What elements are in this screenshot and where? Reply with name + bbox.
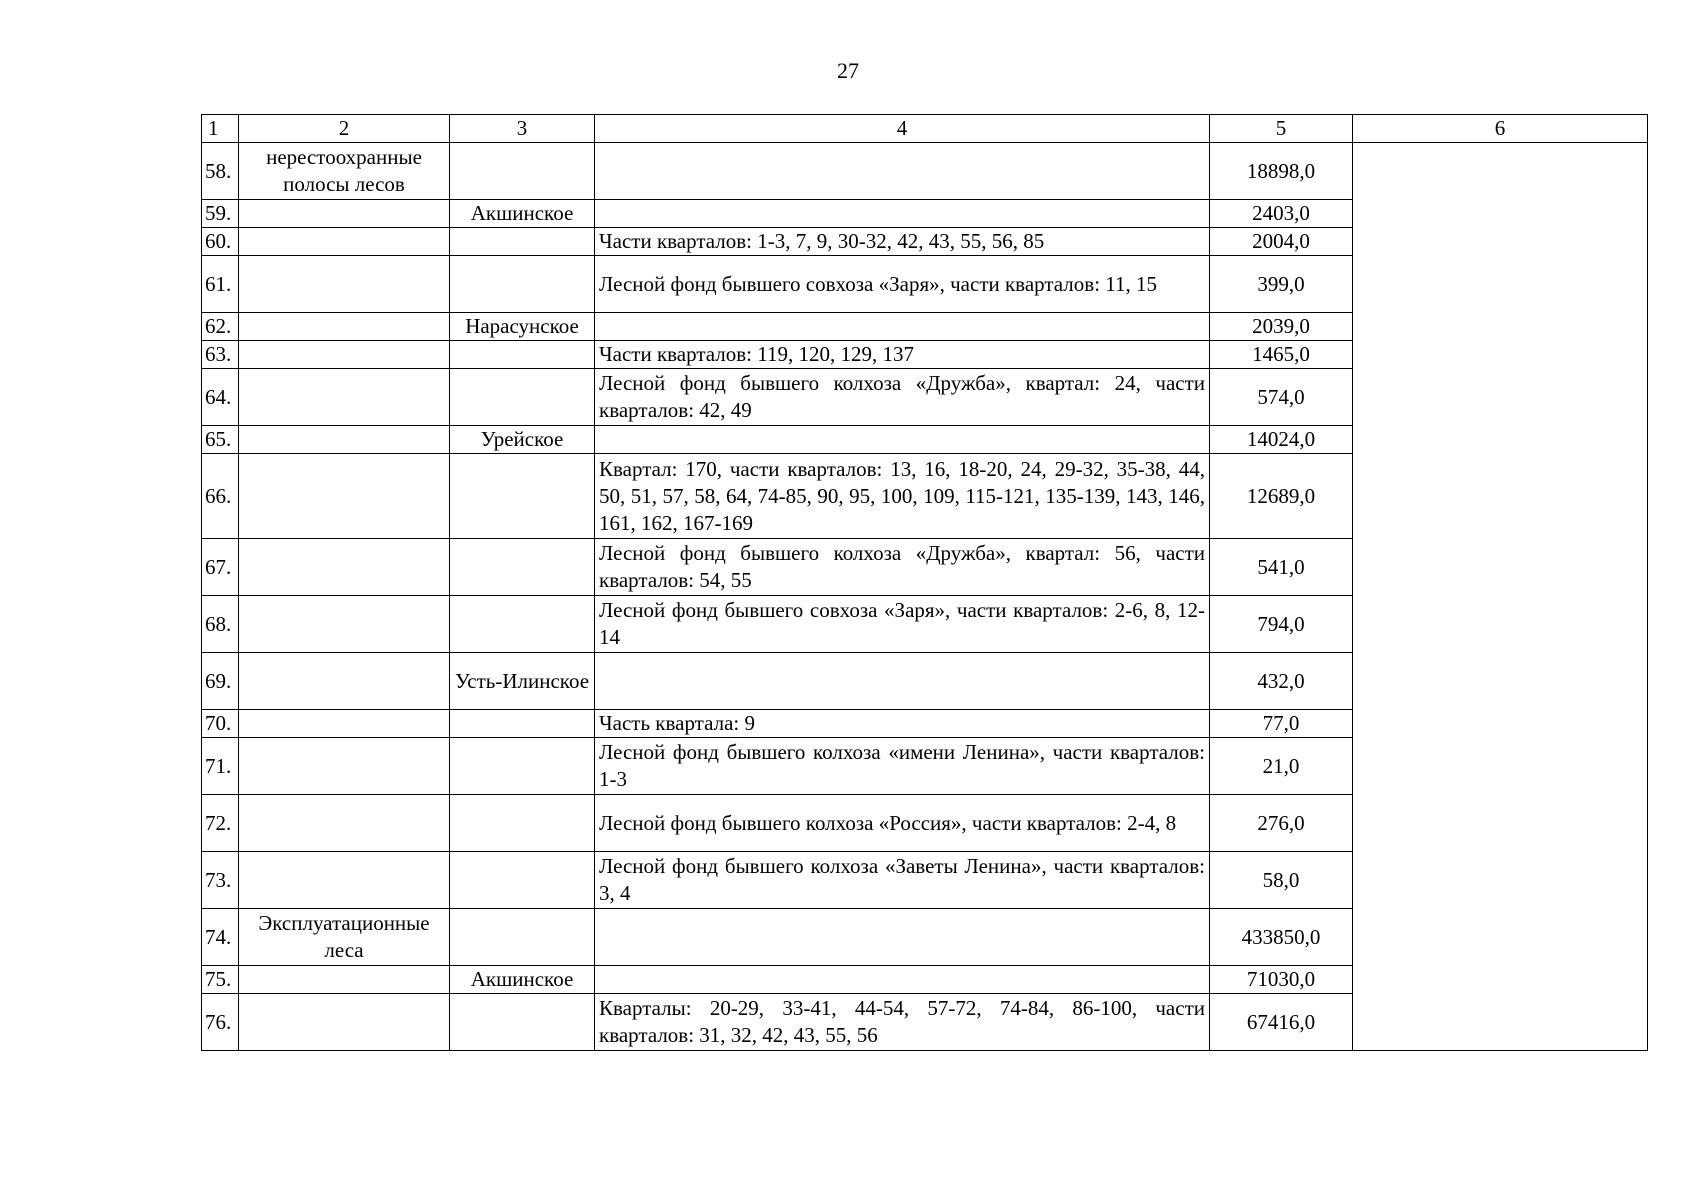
description-cell xyxy=(595,653,1210,710)
notes-cell xyxy=(1353,143,1648,1051)
description-cell xyxy=(595,426,1210,454)
forest-table xyxy=(201,114,1648,1051)
category-cell xyxy=(239,539,450,596)
description-cell: Лесной фонд бывшего совхоза «Заря», части кварталов: 11, 15 xyxy=(595,256,1210,313)
row-number: 68. xyxy=(202,596,239,653)
description-cell: Кварталы: 20-29, 33-41, 44-54, 57-72, 74-84, 86-100, части кварталов: 31, 32, 42, 43, 55, 56 xyxy=(595,994,1210,1051)
area-cell: 77,0 xyxy=(1210,710,1353,738)
row-number: 73. xyxy=(202,852,239,909)
forestry-cell xyxy=(450,369,595,426)
forestry-cell xyxy=(450,143,595,200)
area-cell: 71030,0 xyxy=(1210,966,1353,994)
row-number: 70. xyxy=(202,710,239,738)
area-cell: 541,0 xyxy=(1210,539,1353,596)
row-number: 58. xyxy=(202,143,239,200)
header-row xyxy=(202,115,1648,143)
row-number: 75. xyxy=(202,966,239,994)
row-number: 74. xyxy=(202,909,239,966)
area-cell: 12689,0 xyxy=(1210,454,1353,539)
area-cell: 2403,0 xyxy=(1210,200,1353,228)
row-number: 63. xyxy=(202,341,239,369)
description-cell xyxy=(595,313,1210,341)
row-number: 69. xyxy=(202,653,239,710)
forestry-cell: Нарасунское xyxy=(450,313,595,341)
forestry-cell xyxy=(450,228,595,256)
column-header: 2 xyxy=(239,115,450,143)
forestry-cell xyxy=(450,909,595,966)
forestry-cell: Акшинское xyxy=(450,966,595,994)
forestry-cell xyxy=(450,256,595,313)
area-cell: 2039,0 xyxy=(1210,313,1353,341)
row-number: 62. xyxy=(202,313,239,341)
column-header: 6 xyxy=(1353,115,1648,143)
table-row xyxy=(202,143,1648,200)
description-cell: Лесной фонд бывшего колхоза «имени Ленина», части кварталов: 1-3 xyxy=(595,738,1210,795)
row-number: 60. xyxy=(202,228,239,256)
row-number: 66. xyxy=(202,454,239,539)
category-cell xyxy=(239,341,450,369)
area-cell: 432,0 xyxy=(1210,653,1353,710)
row-number: 72. xyxy=(202,795,239,852)
forestry-cell xyxy=(450,341,595,369)
area-cell: 58,0 xyxy=(1210,852,1353,909)
description-cell: Лесной фонд бывшего колхоза «Дружба», квартал: 24, части кварталов: 42, 49 xyxy=(595,369,1210,426)
area-cell: 574,0 xyxy=(1210,369,1353,426)
category-cell xyxy=(239,966,450,994)
column-header: 1 xyxy=(202,115,239,143)
category-cell: Эксплуатационные леса xyxy=(239,909,450,966)
category-cell xyxy=(239,228,450,256)
area-cell: 276,0 xyxy=(1210,795,1353,852)
area-cell: 1465,0 xyxy=(1210,341,1353,369)
area-cell: 18898,0 xyxy=(1210,143,1353,200)
category-cell xyxy=(239,200,450,228)
category-cell xyxy=(239,994,450,1051)
category-cell xyxy=(239,596,450,653)
row-number: 71. xyxy=(202,738,239,795)
description-cell xyxy=(595,143,1210,200)
column-header: 5 xyxy=(1210,115,1353,143)
row-number: 61. xyxy=(202,256,239,313)
description-cell: Лесной фонд бывшего совхоза «Заря», части кварталов: 2-6, 8, 12-14 xyxy=(595,596,1210,653)
area-cell: 21,0 xyxy=(1210,738,1353,795)
area-cell: 433850,0 xyxy=(1210,909,1353,966)
description-cell: Лесной фонд бывшего колхоза «Дружба», квартал: 56, части кварталов: 54, 55 xyxy=(595,539,1210,596)
description-cell: Часть квартала: 9 xyxy=(595,710,1210,738)
description-cell xyxy=(595,200,1210,228)
category-cell xyxy=(239,454,450,539)
forestry-cell xyxy=(450,596,595,653)
description-cell: Лесной фонд бывшего колхоза «Заветы Ленина», части кварталов: 3, 4 xyxy=(595,852,1210,909)
forestry-cell xyxy=(450,710,595,738)
description-cell xyxy=(595,909,1210,966)
category-cell xyxy=(239,710,450,738)
area-cell: 794,0 xyxy=(1210,596,1353,653)
forestry-cell: Усть-Илинское xyxy=(450,653,595,710)
area-cell: 399,0 xyxy=(1210,256,1353,313)
row-number: 64. xyxy=(202,369,239,426)
description-cell: Части кварталов: 119, 120, 129, 137 xyxy=(595,341,1210,369)
page-number: 27 xyxy=(837,58,859,83)
description-cell: Части кварталов: 1-3, 7, 9, 30-32, 42, 43, 55, 56, 85 xyxy=(595,228,1210,256)
category-cell: нерестоохранные полосы лесов xyxy=(239,143,450,200)
forestry-cell xyxy=(450,738,595,795)
column-header: 4 xyxy=(595,115,1210,143)
area-cell: 2004,0 xyxy=(1210,228,1353,256)
forestry-cell xyxy=(450,852,595,909)
description-cell: Квартал: 170, части кварталов: 13, 16, 18-20, 24, 29-32, 35-38, 44, 50, 51, 57, 58, 64, 74-85, 90, 95, 100, 109, 115-121, 135-139, 143, 146, 161, 162, 167-169 xyxy=(595,454,1210,539)
category-cell xyxy=(239,426,450,454)
row-number: 65. xyxy=(202,426,239,454)
category-cell xyxy=(239,795,450,852)
forestry-cell xyxy=(450,539,595,596)
description-cell xyxy=(595,966,1210,994)
row-number: 67. xyxy=(202,539,239,596)
forestry-cell xyxy=(450,454,595,539)
category-cell xyxy=(239,738,450,795)
category-cell xyxy=(239,653,450,710)
area-cell: 67416,0 xyxy=(1210,994,1353,1051)
category-cell xyxy=(239,313,450,341)
row-number: 76. xyxy=(202,994,239,1051)
column-header: 3 xyxy=(450,115,595,143)
forestry-cell xyxy=(450,795,595,852)
category-cell xyxy=(239,852,450,909)
area-cell: 14024,0 xyxy=(1210,426,1353,454)
forestry-cell: Урейское xyxy=(450,426,595,454)
category-cell xyxy=(239,369,450,426)
forestry-cell xyxy=(450,994,595,1051)
description-cell: Лесной фонд бывшего колхоза «Россия», части кварталов: 2-4, 8 xyxy=(595,795,1210,852)
row-number: 59. xyxy=(202,200,239,228)
category-cell xyxy=(239,256,450,313)
forestry-cell: Акшинское xyxy=(450,200,595,228)
